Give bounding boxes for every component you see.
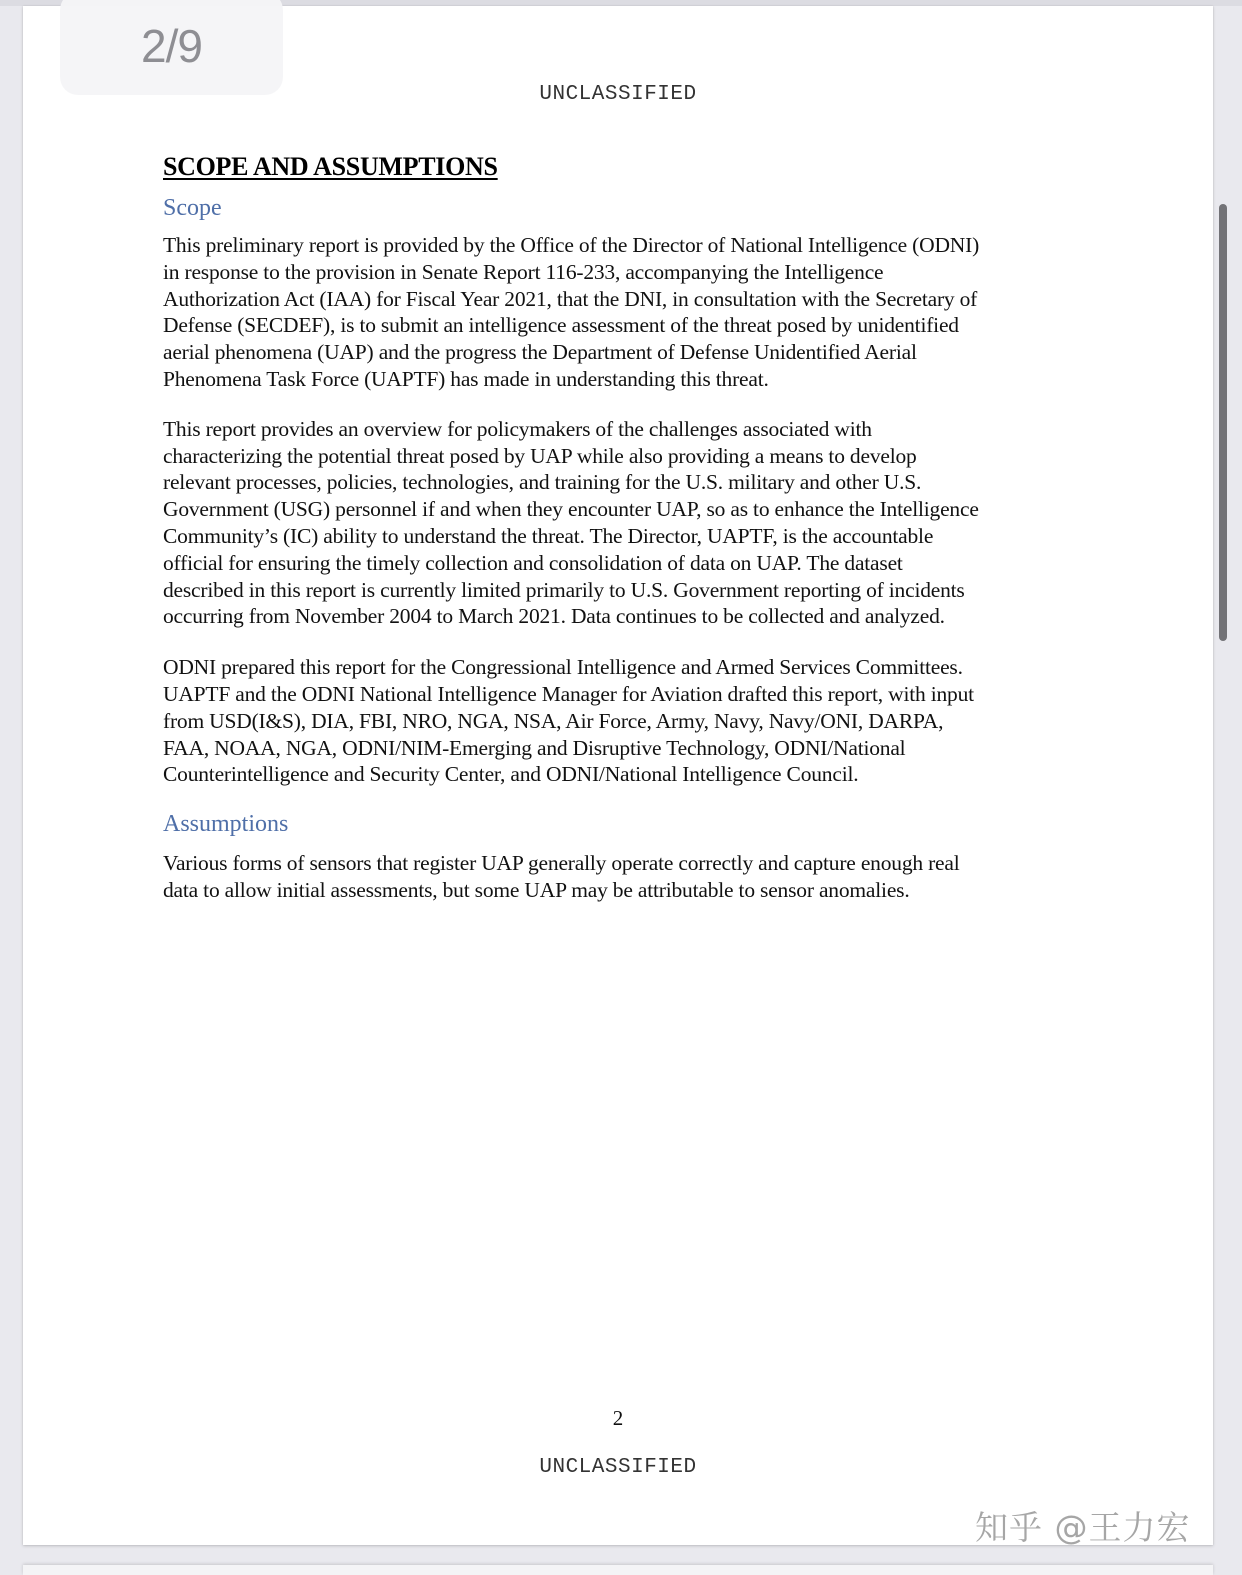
text-line: This report provides an overview for policymakers of the challenges associated with (163, 416, 872, 441)
scope-paragraph-3 (163, 654, 1093, 788)
text-line: Community’s (IC) ability to understand the threat. The Director, UAPTF, is the accountable (163, 523, 934, 548)
text-line: ODNI prepared this report for the Congressional Intelligence and Armed Services Committees. (163, 655, 963, 680)
scope-paragraph-2 (163, 416, 1093, 630)
document-page (23, 6, 1213, 1545)
page-number: 2 (612, 1406, 624, 1430)
text-line: aerial phenomena (UAP) and the progress the Department of Defense Unidentified Aerial (163, 340, 917, 365)
text-line: Defense (SECDEF), is to submit an intelligence assessment of the threat posed by unidentified (163, 313, 959, 338)
header-classification: UNCLASSIFIED (539, 83, 697, 106)
text-line: This preliminary report is provided by the Office of the Director of National Intelligence (ODNI) (163, 233, 980, 257)
text-line: described in this report is currently limited primarily to U.S. Government reporting of incidents (163, 577, 965, 602)
assumptions-paragraph-1 (163, 850, 1093, 904)
footer-classification: UNCLASSIFIED (539, 1456, 697, 1479)
text-line: Various forms of sensors that register UAP generally operate correctly and capture enough real (163, 851, 960, 876)
text-line: from USD(I&S), DIA, FBI, NRO, NGA, NSA, Air Force, Army, Navy, Navy/ONI, DARPA, (163, 708, 944, 733)
watermark: 知乎 @王力宏 (975, 1508, 1191, 1547)
page-indicator-label: 2/9 (141, 19, 202, 72)
text-line: occurring from November 2004 to March 2021. Data continues to be collected and analyzed. (163, 604, 945, 629)
section-heading-assumptions: Assumptions (163, 811, 289, 838)
text-line: Authorization Act (IAA) for Fiscal Year 2021, that the DNI, in consultation with the Secretary of (163, 286, 978, 311)
text-line: Counterintelligence and Security Center, and ODNI/National Intelligence Council. (163, 762, 859, 787)
text-line: relevant processes, policies, technologies, and training for the U.S. military and other U.S. (163, 470, 922, 495)
text-line: UAPTF and the ODNI National Intelligence Manager for Aviation drafted this report, with input (163, 681, 974, 706)
text-line: official for ensuring the timely collection and consolidation of data on UAP. The dataset (163, 550, 903, 575)
scrollbar-thumb[interactable] (1219, 204, 1227, 641)
scope-paragraph-1 (163, 232, 1093, 393)
text-line: characterizing the potential threat posed by UAP while also providing a means to develop (163, 443, 917, 468)
page-content (163, 150, 1093, 904)
text-line: FAA, NOAA, NGA, ODNI/NIM-Emerging and Disruptive Technology, ODNI/National (163, 735, 906, 760)
text-line: Government (USG) personnel if and when they encounter UAP, so as to enhance the Intelligence (163, 497, 979, 522)
section-heading-scope: Scope (163, 195, 222, 221)
page-indicator (60, 0, 283, 95)
text-line: in response to the provision in Senate Report 116-233, accompanying the Intelligence (163, 259, 884, 284)
next-page-edge (23, 1565, 1213, 1575)
text-line: data to allow initial assessments, but some UAP may be attributable to sensor anomalies. (163, 877, 910, 902)
text-line: Phenomena Task Force (UAPTF) has made in understanding this threat. (163, 366, 769, 391)
document-title: SCOPE AND ASSUMPTIONS (163, 152, 498, 181)
